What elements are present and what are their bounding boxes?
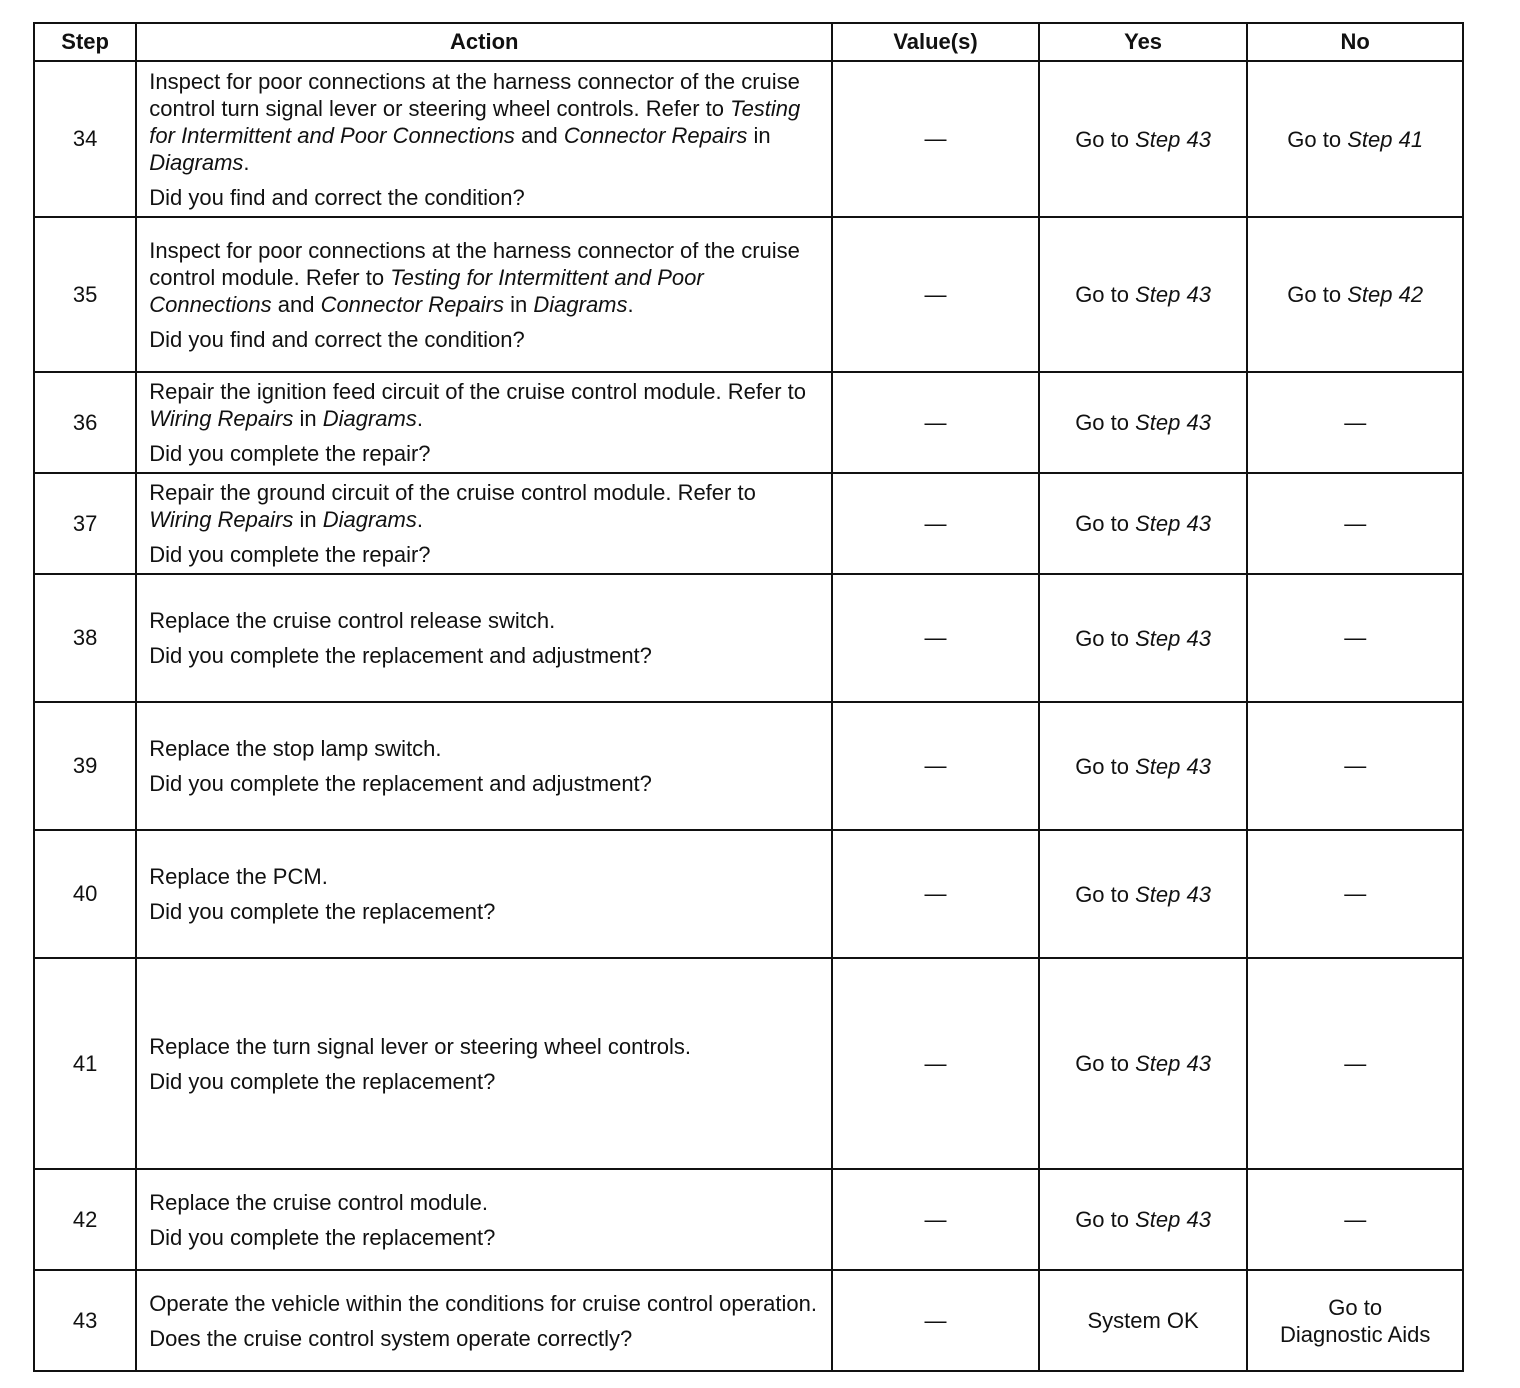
value-cell	[832, 574, 1039, 702]
no-cell	[1247, 830, 1463, 958]
header-step: Step	[34, 23, 136, 61]
value-cell	[832, 217, 1039, 372]
table-row-36	[34, 372, 1463, 473]
action-cell	[136, 473, 832, 574]
dash: —	[924, 625, 947, 650]
no-cell	[1247, 702, 1463, 830]
action-question: Did you find and correct the condition?	[149, 184, 525, 210]
step-number: 36	[34, 372, 136, 473]
header-row	[34, 23, 1463, 61]
step-number: 39	[34, 702, 136, 830]
action-question: Did you complete the replacement and adjustment?	[149, 771, 652, 796]
dash: —	[1344, 753, 1367, 778]
step-number: 34	[34, 61, 136, 217]
action-question: Did you find and correct the condition?	[149, 326, 525, 352]
dash: —	[924, 126, 947, 151]
no-cell: Go to Diagnostic Aids	[1247, 1270, 1463, 1371]
step-number: 41	[34, 958, 136, 1169]
dash: —	[924, 281, 947, 307]
step-number: 38	[34, 574, 136, 702]
action-cell	[136, 1270, 832, 1371]
dash: —	[924, 510, 947, 536]
yes-cell: Go to Step 43	[1039, 217, 1248, 372]
action-text: Replace the stop lamp switch.	[149, 736, 442, 761]
step-number: 37	[34, 473, 136, 574]
yes-cell: Go to Step 43	[1039, 1169, 1248, 1270]
dash: —	[924, 1307, 947, 1333]
yes-cell: System OK	[1039, 1270, 1248, 1371]
action-question: Did you complete the replacement?	[149, 899, 496, 924]
action-text: Inspect for poor connections at the harness connector of the cruise control module. Refer to Testing for Intermittent and Poor Connections and Connector Repairs in Diagrams.	[149, 237, 800, 317]
yes-cell: Go to Step 43	[1039, 830, 1248, 958]
action-question: Did you complete the replacement?	[149, 1068, 496, 1094]
value-cell	[832, 702, 1039, 830]
action-cell	[136, 61, 832, 217]
value-cell	[832, 372, 1039, 473]
dash: —	[924, 1206, 947, 1232]
action-cell	[136, 574, 832, 702]
action-text: Inspect for poor connections at the harness connector of the cruise control turn signal lever or steering wheel controls. Refer to Testing for Intermittent and Poor Connections and Connector Repairs in Diagrams.	[149, 68, 801, 175]
table-row-40	[34, 830, 1463, 958]
action-text: Operate the vehicle within the conditions for cruise control operation.	[149, 1290, 817, 1316]
table-row-34	[34, 61, 1463, 217]
action-cell	[136, 958, 832, 1169]
dash: —	[1344, 625, 1367, 650]
action-cell	[136, 1169, 832, 1270]
table-row-41	[34, 958, 1463, 1169]
action-text: Replace the cruise control release switch.	[149, 608, 556, 633]
action-text: Replace the cruise control module.	[149, 1189, 489, 1215]
step-number: 35	[34, 217, 136, 372]
action-text: Replace the turn signal lever or steering wheel controls.	[149, 1033, 692, 1059]
yes-cell: Go to Step 43	[1039, 574, 1248, 702]
step-number: 42	[34, 1169, 136, 1270]
value-cell	[832, 61, 1039, 217]
diagnostic-table	[33, 22, 1464, 1372]
yes-cell: Go to Step 43	[1039, 61, 1248, 217]
action-question: Did you complete the replacement?	[149, 1224, 496, 1250]
header-values: Value(s)	[832, 23, 1039, 61]
table-row-39	[34, 702, 1463, 830]
header-no: No	[1247, 23, 1463, 61]
header-yes: Yes	[1039, 23, 1248, 61]
value-cell	[832, 958, 1039, 1169]
action-question: Does the cruise control system operate correctly?	[149, 1325, 633, 1351]
dash: —	[1344, 510, 1367, 536]
table-row-38	[34, 574, 1463, 702]
yes-cell: Go to Step 43	[1039, 372, 1248, 473]
action-question: Did you complete the replacement and adjustment?	[149, 643, 652, 668]
value-cell	[832, 1270, 1039, 1371]
dash: —	[1344, 409, 1367, 435]
action-cell	[136, 702, 832, 830]
table-row-35	[34, 217, 1463, 372]
dash: —	[1344, 881, 1367, 906]
dash: —	[1344, 1206, 1367, 1232]
header-action: Action	[136, 23, 832, 61]
step-number: 43	[34, 1270, 136, 1371]
action-question: Did you complete the repair?	[149, 441, 431, 466]
table-row-37	[34, 473, 1463, 574]
yes-cell: Go to Step 43	[1039, 958, 1248, 1169]
action-text: Repair the ground circuit of the cruise control module. Refer to Wiring Repairs in Diagrams.	[149, 480, 756, 532]
dash: —	[924, 753, 947, 778]
no-cell	[1247, 958, 1463, 1169]
no-cell	[1247, 473, 1463, 574]
table-row-43	[34, 1270, 1463, 1371]
action-text: Replace the PCM.	[149, 864, 328, 889]
dash: —	[924, 1050, 947, 1076]
value-cell	[832, 473, 1039, 574]
action-cell	[136, 830, 832, 958]
action-cell	[136, 372, 832, 473]
step-number: 40	[34, 830, 136, 958]
action-cell	[136, 217, 832, 372]
dash: —	[1344, 1050, 1367, 1076]
value-cell	[832, 1169, 1039, 1270]
action-text: Repair the ignition feed circuit of the cruise control module. Refer to Wiring Repairs in Diagrams.	[149, 379, 806, 431]
no-cell	[1247, 574, 1463, 702]
table-row-42	[34, 1169, 1463, 1270]
yes-cell: Go to Step 43	[1039, 702, 1248, 830]
no-cell: Go to Step 41	[1247, 61, 1463, 217]
value-cell	[832, 830, 1039, 958]
no-cell	[1247, 1169, 1463, 1270]
action-question: Did you complete the repair?	[149, 542, 431, 567]
dash: —	[924, 881, 947, 906]
yes-cell: Go to Step 43	[1039, 473, 1248, 574]
no-cell: Go to Step 42	[1247, 217, 1463, 372]
no-cell	[1247, 372, 1463, 473]
dash: —	[924, 409, 947, 435]
